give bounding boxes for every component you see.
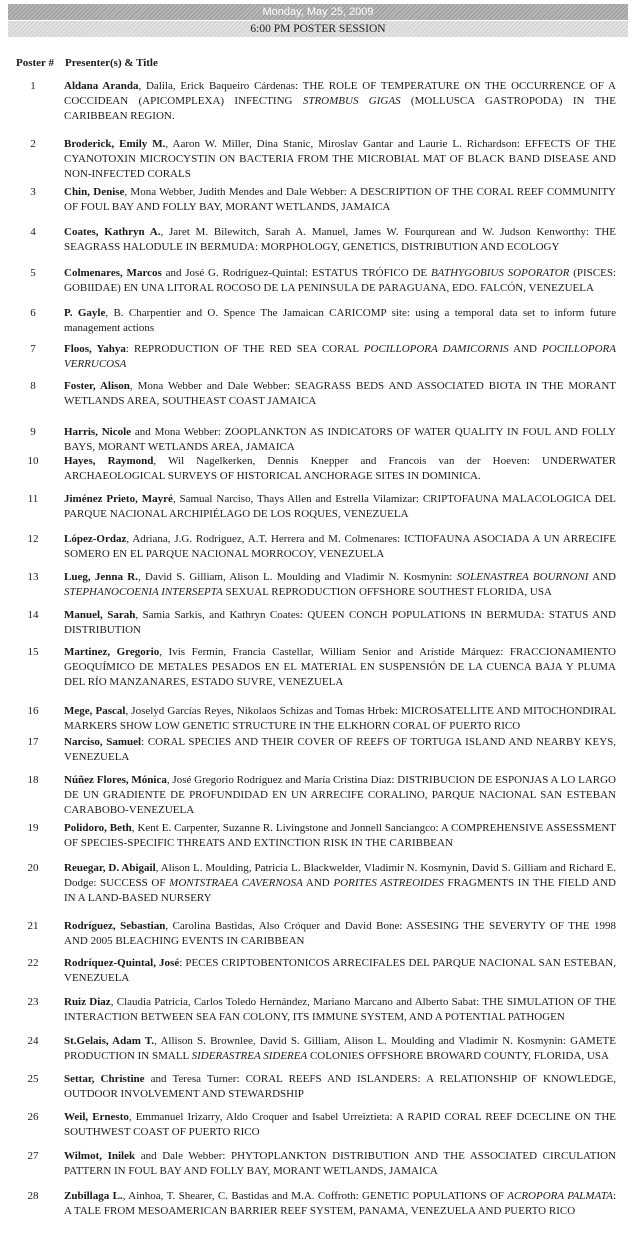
presenter-name: Broderick, Emily M. <box>64 138 166 150</box>
presenter-name: Martinez, Gregorio <box>64 646 160 658</box>
presenter-name: Wilmot, Inilek <box>64 1150 136 1162</box>
poster-number: 28 <box>27 1190 39 1202</box>
poster-number: 14 <box>27 609 39 621</box>
species-name: SOLENASTREA BOURNONI <box>456 571 589 583</box>
title-text: , Wil Nagelkerken, Dennis Knepper and Francois van der Hoeven: UNDERWATER ARCHAEOLOGICAL SURVEYS OF HISTORICAL ANCHORAGE SITES IN DOMINICA. <box>64 455 616 482</box>
title-text: AND <box>588 571 616 583</box>
poster-text <box>64 919 616 949</box>
presenter-name: Narciso, Samuel <box>64 736 142 748</box>
poster-text <box>64 492 616 522</box>
presenter-name: Reuegar, D. Abigail <box>64 862 156 874</box>
presenter-name: Rodríguez, Sebastian <box>64 920 166 932</box>
title-text: , Samia Sarkis, and Kathryn Coates: QUEEN CONCH POPULATIONS IN BERMUDA: STATUS AND DISTRIBUTION <box>64 609 616 636</box>
presenter-name: Settar, Christine <box>64 1073 145 1085</box>
poster-number: 23 <box>27 996 39 1008</box>
poster-number: 11 <box>27 493 39 505</box>
poster-text <box>64 306 616 336</box>
title-text: , Ivis Fermín, Francia Castellar, William Senior and Arístide Márquez: FRACCIONAMIENTO GEOQUÍMICO DE METALES PESADOS EN EL MATERIAL EN SUSPENSIÓN DE LA CUENCA BAJA Y PLUMA DEL RÍO MANZANARES, ESTADO SUVRE, VENEZUELA <box>64 646 616 688</box>
title-text: and Teresa Turner: CORAL REEFS AND ISLANDERS: A RELATIONSHIP OF KNOWLEDGE, OUTDOOR INVOLVEMENT AND STEWARDSHIP <box>64 1073 616 1100</box>
poster-number: 4 <box>30 226 36 238</box>
poster-text <box>64 956 616 986</box>
poster-number: 2 <box>30 138 36 150</box>
presenter-name: Ruiz Diaz <box>64 996 111 1008</box>
poster-text <box>64 532 616 562</box>
presenter-name: Mege, Pascal <box>64 705 126 717</box>
species-name: PORITES ASTREOIDES <box>333 877 444 889</box>
poster-number: 7 <box>30 343 36 355</box>
poster-number-header: Poster # <box>16 57 54 69</box>
title-text: , Ainhoa, T. Shearer, C. Bastidas and M.A. Coffroth: GENETIC POPULATIONS OF <box>122 1190 508 1202</box>
species-name: POCILLOPORA DAMICORNIS <box>363 343 509 355</box>
title-text: COLONIES OFFSHORE BROWARD COUNTY, FLORIDA, USA <box>307 1050 609 1062</box>
presenter-name: Coates, Kathryn A. <box>64 226 161 238</box>
title-text: , Samual Narciso, Thays Allen and Estrella Vilamizar: CRIPTOFAUNA MALACOLOGICA DEL PARQUE NACIONAL ARCHIPIÉLAGO DE LOS ROQUES, VENEZUELA <box>64 493 616 520</box>
title-text: , Jaret M. Bilewitch, Sarah A. Manuel, James W. Fourqurean and W. Judson Kenworthy: THE SEAGRASS HALODULE IN BERMUDA: MORPHOLOGY, GENETICS, DISTRIBUTION AND ECOLOGY <box>64 226 616 253</box>
title-text: , David S. Gilliam, Alison L. Moulding and Vladimir N. Kosmynin: <box>137 571 457 583</box>
title-text: , Kent E. Carpenter, Suzanne R. Livingstone and Jonnell Sanciangco: A COMPREHENSIVE ASSESSMENT OF SPECIES-SPECIFIC THREATS AND EXTINCTION RISK IN THE CARIBBEAN <box>64 822 616 849</box>
title-text: , Carolina Bastidas, Also Cróquer and David Bone: ASSESING THE SEVERYTY OF THE 1998 AND 2005 BLEACHING EVENTS IN CARIBBEAN <box>64 920 616 947</box>
presenter-name: Aldana Aranda <box>64 80 139 92</box>
poster-text <box>64 821 616 851</box>
presenter-name: Lueg, Jenna R. <box>64 571 138 583</box>
title-text: , Mona Webber, Judith Mendes and Dale Webber: A DESCRIPTION OF THE CORAL REEF COMMUNITY OF FOUL BAY AND FOLLY BAY, MORANT WETLANDS, JAMAICA <box>64 186 616 213</box>
poster-text <box>64 645 616 690</box>
poster-text <box>64 379 616 409</box>
species-name: POCILLOPORA VERRUCOSA <box>64 343 616 370</box>
presenter-name: Polidoro, Beth <box>64 822 132 834</box>
poster-number: 22 <box>27 957 39 969</box>
poster-text <box>64 454 616 484</box>
title-text: AND <box>508 343 543 355</box>
poster-number: 10 <box>27 455 39 467</box>
poster-text <box>64 1034 616 1064</box>
title-text: AND <box>302 877 334 889</box>
poster-text <box>64 608 616 638</box>
poster-number: 1 <box>30 80 36 92</box>
poster-number: 19 <box>27 822 39 834</box>
poster-number: 8 <box>30 380 36 392</box>
presenter-name: Jiménez Prieto, Mayré <box>64 493 173 505</box>
presenter-name: Núñez Flores, Mónica <box>64 774 167 786</box>
presenter-name: López-Ordaz <box>64 533 127 545</box>
presenter-name: Harris, Nicole <box>64 426 132 438</box>
poster-number: 5 <box>30 267 36 279</box>
presenter-name: Floos, Yahya <box>64 343 126 355</box>
title-text: , Alison L. Moulding, Patricia L. Blackwelder, Vladimir N. Kosmynin, David S. Gilliam and Richard E. Dodge: SUCCESS OF <box>64 862 616 889</box>
species-name: SIDERASTREA SIDEREA <box>191 1050 308 1062</box>
title-text: : REPRODUCTION OF THE RED SEA CORAL <box>125 343 364 355</box>
species-name: ACROPORA PALMATA <box>507 1190 613 1202</box>
presenter-name: St.Gelais, Adam T. <box>64 1035 155 1047</box>
species-name: STEPHANOCOENIA INTERSEPTA <box>64 586 223 598</box>
poster-text <box>64 704 616 734</box>
title-text: , Emmanuel Irizarry, Aldo Croquer and Isabel Urreiztieta: A RAPID CORAL REEF DCECLINE ON THE SOUTHWEST COAST OF PUERTO RICO <box>64 1111 617 1138</box>
poster-text <box>64 995 616 1025</box>
species-name: MONTSTRAEA CAVERNOSA <box>169 877 303 889</box>
title-text: : A TALE FROM MESOAMERICAN BARRIER REEF SYSTEM, PANAMA, VENEZUELA AND PUERTO RICO <box>64 1190 616 1217</box>
title-text: and Mona Webber: ZOOPLANKTON AS INDICATORS OF WATER QUALITY IN FOUL AND FOLLY BAYS, MORANT WETLANDS AREA, JAMAICA <box>64 426 616 453</box>
poster-text <box>64 425 616 455</box>
presenter-name: Zubillaga L. <box>64 1190 123 1202</box>
title-text: : CORAL SPECIES AND THEIR COVER OF REEFS OF TORTUGA ISLAND AND NEARBY KEYS, VENEZUELA <box>64 736 617 763</box>
poster-number: 6 <box>30 307 36 319</box>
title-text: : PECES CRIPTOBENTONICOS ARRECIFALES DEL PARQUE NACIONAL SAN ESTEBAN, VENEZUELA <box>64 957 616 984</box>
presenter-name: P. Gayle <box>64 307 106 319</box>
poster-number: 17 <box>27 736 39 748</box>
title-text: , Claudia Patricia, Carlos Toledo Hernández, Mariano Marcano and Alberto Sabat: THE SIMULATION OF THE INTERACTION BETWEEN SEA FAN COLONY, ITS IMMUNE SYSTEM, AND A POTENTIAL PATHOGEN <box>64 996 617 1023</box>
poster-number: 12 <box>27 533 39 545</box>
session-banner: 6:00 PM POSTER SESSION <box>8 21 628 37</box>
title-text: , Adriana, J.G. Rodriguez, A.T. Herrera and M. Colmenares: ICTIOFAUNA ASOCIADA A UN ARRECIFE SOMERO EN EL PARQUE NACIONAL MORROCOY, VENEZUELA <box>64 533 616 560</box>
poster-number: 26 <box>27 1111 39 1123</box>
poster-text <box>64 1149 616 1179</box>
poster-text <box>64 1189 616 1219</box>
poster-number: 21 <box>27 920 39 932</box>
presenter-name: Hayes, Raymond <box>64 455 154 467</box>
title-text: , Aaron W. Miller, Dina Stanic, Miroslav Gantar and Laurie L. Richardson: EFFECTS OF THE CYANOTOXIN MICROCYSTIN ON BACTERIA FROM THE MICROBIAL MAT OF BLACK BAND DISEASE AND NON-INFECTED CORALS <box>64 138 616 180</box>
presenter-name: Rodríquez-Quintal, José <box>64 957 180 969</box>
poster-text <box>64 137 616 182</box>
species-name: STROMBUS GIGAS <box>302 95 401 107</box>
poster-text <box>64 185 616 215</box>
presenter-name: Manuel, Sarah <box>64 609 136 621</box>
poster-number: 16 <box>27 705 39 717</box>
title-text: (PISCES: GOBIIDAE) EN UNA LITORAL ROCOSO DE LA PENINSULA DE PARAGUANA, EDO. FALCÓN, VENEZUELA <box>64 267 616 294</box>
title-text: and Dale Webber: PHYTOPLANKTON DISTRIBUTION AND THE ASSOCIATED CIRCULATION PATTERN IN FOUL BAY AND FOLLY BAY, MORANT WETLANDS, JAMAICA <box>64 1150 616 1177</box>
poster-text <box>64 773 616 818</box>
poster-number: 24 <box>27 1035 39 1047</box>
poster-number: 3 <box>30 186 36 198</box>
presenter-name: Weil, Ernesto <box>64 1111 129 1123</box>
title-text: and José G. Rodríguez-Quintal: ESTATUS TRÓFICO DE <box>161 267 431 279</box>
title-text: , José Gregorio Rodríguez and María Cristina Díaz: DISTRIBUCION DE ESPONJAS A LO LARGO DE UN GRADIENTE DE PROFUNDIDAD EN UN ARRECIFE CORALINO, PARQUE NACIONAL SAN ESTEBAN CARABOBO-VENEZUELA <box>64 774 616 816</box>
poster-number: 20 <box>27 862 39 874</box>
column-header-row <box>0 56 638 70</box>
date-banner: Monday, May 25, 2009 <box>8 4 628 20</box>
title-text: , Dalila, Erick Baqueiro Cárdenas: THE ROLE OF TEMPERATURE ON THE OCCURRENCE OF A COCCIDEAN (APICOMPLEXA) INFECTING <box>64 80 616 107</box>
poster-text <box>64 342 616 372</box>
poster-text <box>64 225 616 255</box>
presenter-name: Foster, Alison <box>64 380 130 392</box>
presenter-title-header: Presenter(s) & Title <box>65 57 158 69</box>
title-text: SEXUAL REPRODUCTION OFFSHORE SOUTHEST FLORIDA, USA <box>222 586 552 598</box>
poster-number: 25 <box>27 1073 39 1085</box>
poster-text <box>64 1072 616 1102</box>
title-text: , B. Charpentier and O. Spence The Jamaican CARICOMP site: using a temporal data set to inform future management actions <box>64 307 616 334</box>
poster-number: 18 <box>27 774 39 786</box>
poster-text <box>64 79 616 124</box>
poster-number: 27 <box>27 1150 39 1162</box>
title-text: , Mona Webber and Dale Webber: SEAGRASS BEDS AND ASSOCIATED BIOTA IN THE MORANT WETLANDS AREA, SOUTHEAST COAST JAMAICA <box>64 380 616 407</box>
presenter-name: Colmenares, Marcos <box>64 267 162 279</box>
poster-text <box>64 570 616 600</box>
poster-text <box>64 861 616 906</box>
poster-number: 13 <box>27 571 39 583</box>
poster-text <box>64 735 616 765</box>
poster-text <box>64 266 616 296</box>
presenter-name: Chin, Denise <box>64 186 125 198</box>
title-text: , Allison S. Brownlee, David S. Gilliam, Alison L. Moulding and Vladimir N. Kosmynin: GAMETE PRODUCTION IN SMALL <box>64 1035 616 1062</box>
title-text: (MOLLUSCA GASTROPODA) IN THE CARIBBEAN REGION. <box>64 95 616 122</box>
poster-text <box>64 1110 616 1140</box>
poster-number: 15 <box>27 646 39 658</box>
species-name: BATHYGOBIUS SOPORATOR <box>430 267 570 279</box>
title-text: , Joselyd Garcías Reyes, Nikolaos Schizas and Tomas Hrbek: MICROSATELLITE AND MITOCHONDIRAL MARKERS SHOW LOW GENETIC STRUCTURE IN THE ELKHORN CORAL OF PUERTO RICO <box>64 705 616 732</box>
poster-number: 9 <box>30 426 36 438</box>
title-text: FRAGMENTS IN THE FIELD AND IN A LAND-BASED NURSERY <box>64 877 616 904</box>
